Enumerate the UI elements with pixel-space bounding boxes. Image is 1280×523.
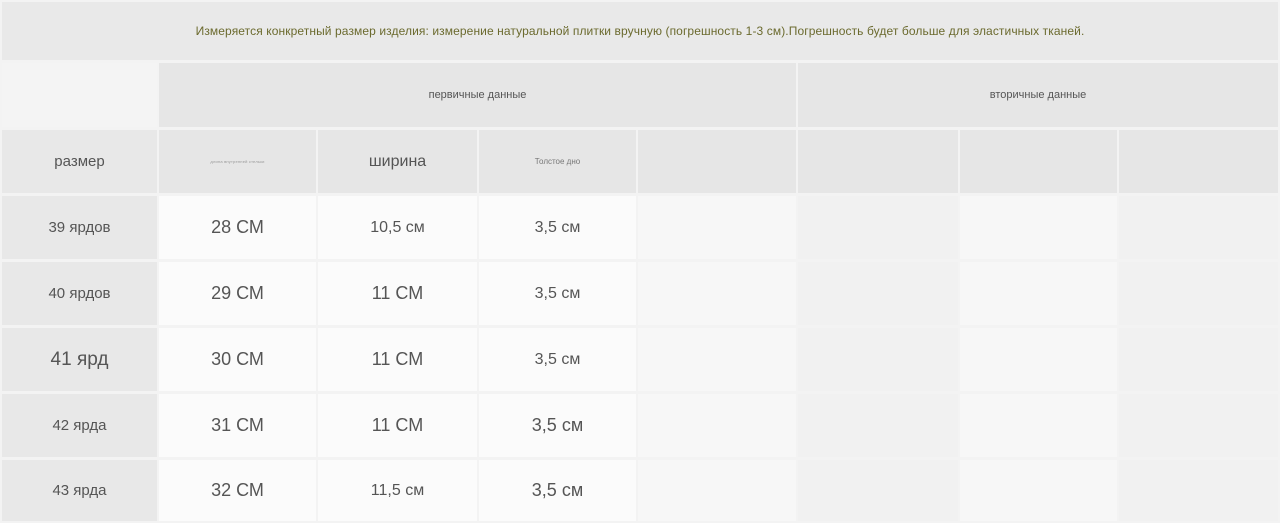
length-column-header: длина внутренней стельки (159, 130, 316, 193)
sole-cell: 3,5 см (479, 196, 636, 259)
empty-cell (960, 394, 1117, 457)
length-cell: 31 СМ (159, 394, 316, 457)
length-cell: 30 СМ (159, 328, 316, 391)
sole-cell: 3,5 см (479, 262, 636, 325)
size-cell: 42 ярда (2, 394, 157, 457)
empty-cell (1119, 460, 1278, 521)
size-cell: 40 ярдов (2, 262, 157, 325)
width-cell: 11 СМ (318, 262, 477, 325)
size-column-header: размер (2, 130, 157, 193)
width-column-header: ширина (318, 130, 477, 193)
length-cell: 29 СМ (159, 262, 316, 325)
empty-cell (798, 262, 958, 325)
empty-cell (960, 262, 1117, 325)
secondary-data-header: вторичные данные (798, 63, 1278, 127)
empty-cell (798, 394, 958, 457)
size-cell: 39 ярдов (2, 196, 157, 259)
sole-column-label: Толстое дно (534, 157, 581, 166)
length-cell: 32 СМ (159, 460, 316, 521)
width-cell: 11 СМ (318, 328, 477, 391)
empty-cell (638, 262, 796, 325)
empty-cell (1119, 196, 1278, 259)
empty-header-cell (798, 130, 958, 193)
empty-cell (1119, 394, 1278, 457)
empty-cell (638, 328, 796, 391)
empty-cell (798, 460, 958, 521)
width-cell: 11 СМ (318, 394, 477, 457)
empty-cell (1119, 262, 1278, 325)
empty-cell (798, 196, 958, 259)
primary-data-header: первичные данные (159, 63, 796, 127)
empty-header-cell (638, 130, 796, 193)
empty-cell (960, 196, 1117, 259)
width-cell: 10,5 см (318, 196, 477, 259)
sole-cell: 3,5 см (479, 328, 636, 391)
sole-column-header (479, 130, 636, 193)
corner-cell (2, 63, 157, 127)
empty-header-cell (960, 130, 1117, 193)
size-cell: 43 ярда (2, 460, 157, 521)
empty-header-cell (1119, 130, 1278, 193)
sole-cell: 3,5 см (479, 394, 636, 457)
empty-cell (638, 196, 796, 259)
sole-cell: 3,5 см (479, 460, 636, 521)
width-cell: 11,5 см (318, 460, 477, 521)
empty-cell (638, 460, 796, 521)
length-cell: 28 СМ (159, 196, 316, 259)
empty-cell (798, 328, 958, 391)
empty-cell (960, 460, 1117, 521)
empty-cell (1119, 328, 1278, 391)
size-cell: 41 ярд (2, 328, 157, 391)
empty-cell (960, 328, 1117, 391)
empty-cell (638, 394, 796, 457)
measurement-note: Измеряется конкретный размер изделия: измерение натуральной плитки вручную (погрешность 1-3 см).Погрешность будет больше для эластичных тканей. (2, 2, 1278, 60)
